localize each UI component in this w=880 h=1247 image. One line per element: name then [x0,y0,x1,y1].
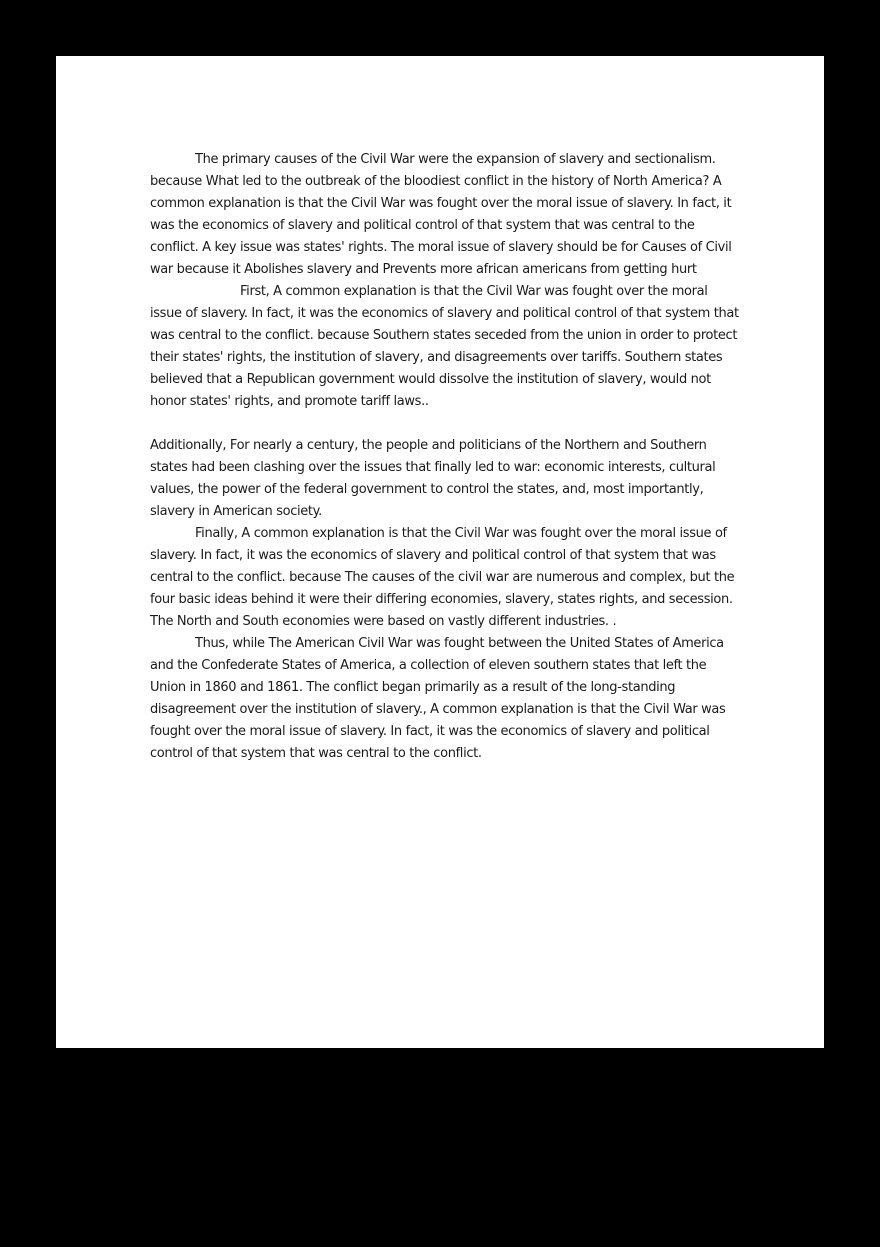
paragraph-intro: The primary causes of the Civil War were the expansion of slavery and sectionalism. because What led to the outbreak of the bloodiest conflict in the history of North America? A common explanation is that the Civil War was fought over the moral issue of slavery. In fact, it was the economics of slavery and political control of that system that was central to the conflict. A key issue was states' rights. The moral issue of slavery should be for Causes of Civil war because it Abolishes slavery and Prevents more african americans from getting hurt [150,152,732,277]
paragraph-first: First, A common explanation is that the Civil War was fought over the moral issue of slavery. In fact, it was the economics of slavery and political control of that system that was central to the conflict. because Southern states seceded from the union in order to protect their states' rights, the institution of slavery, and disagreements over tariffs. Southern states believed that a Republican government would dissolve the institution of slavery, would not honor states' rights, and promote tariff laws.. [150,284,739,409]
paragraph-conclusion: Thus, while The American Civil War was fought between the United States of America and the Confederate States of America, a collection of eleven southern states that left the Union in 1860 and 1861. The conflict began primarily as a result of the long-standing disagreement over the institution of slavery., A common explanation is that the Civil War was fought over the moral issue of slavery. In fact, it was the economics of slavery and political control of that system that was central to the conflict. [150,636,726,761]
paragraph-spacer [150,413,740,435]
document-body [150,149,740,765]
document-page [56,56,824,1048]
paragraph-additionally: Additionally, For nearly a century, the people and politicians of the Northern and Southern states had been clashing over the issues that finally led to war: economic interests, cultural values, the power of the federal government to control the states, and, most importantly, slavery in American society. [150,438,716,519]
paragraph-finally: Finally, A common explanation is that the Civil War was fought over the moral issue of slavery. In fact, it was the economics of slavery and political control of that system that was central to the conflict. because The causes of the civil war are numerous and complex, but the four basic ideas behind it were their differing economies, slavery, states rights, and secession. The North and South economies were based on vastly different industries. . [150,526,735,629]
